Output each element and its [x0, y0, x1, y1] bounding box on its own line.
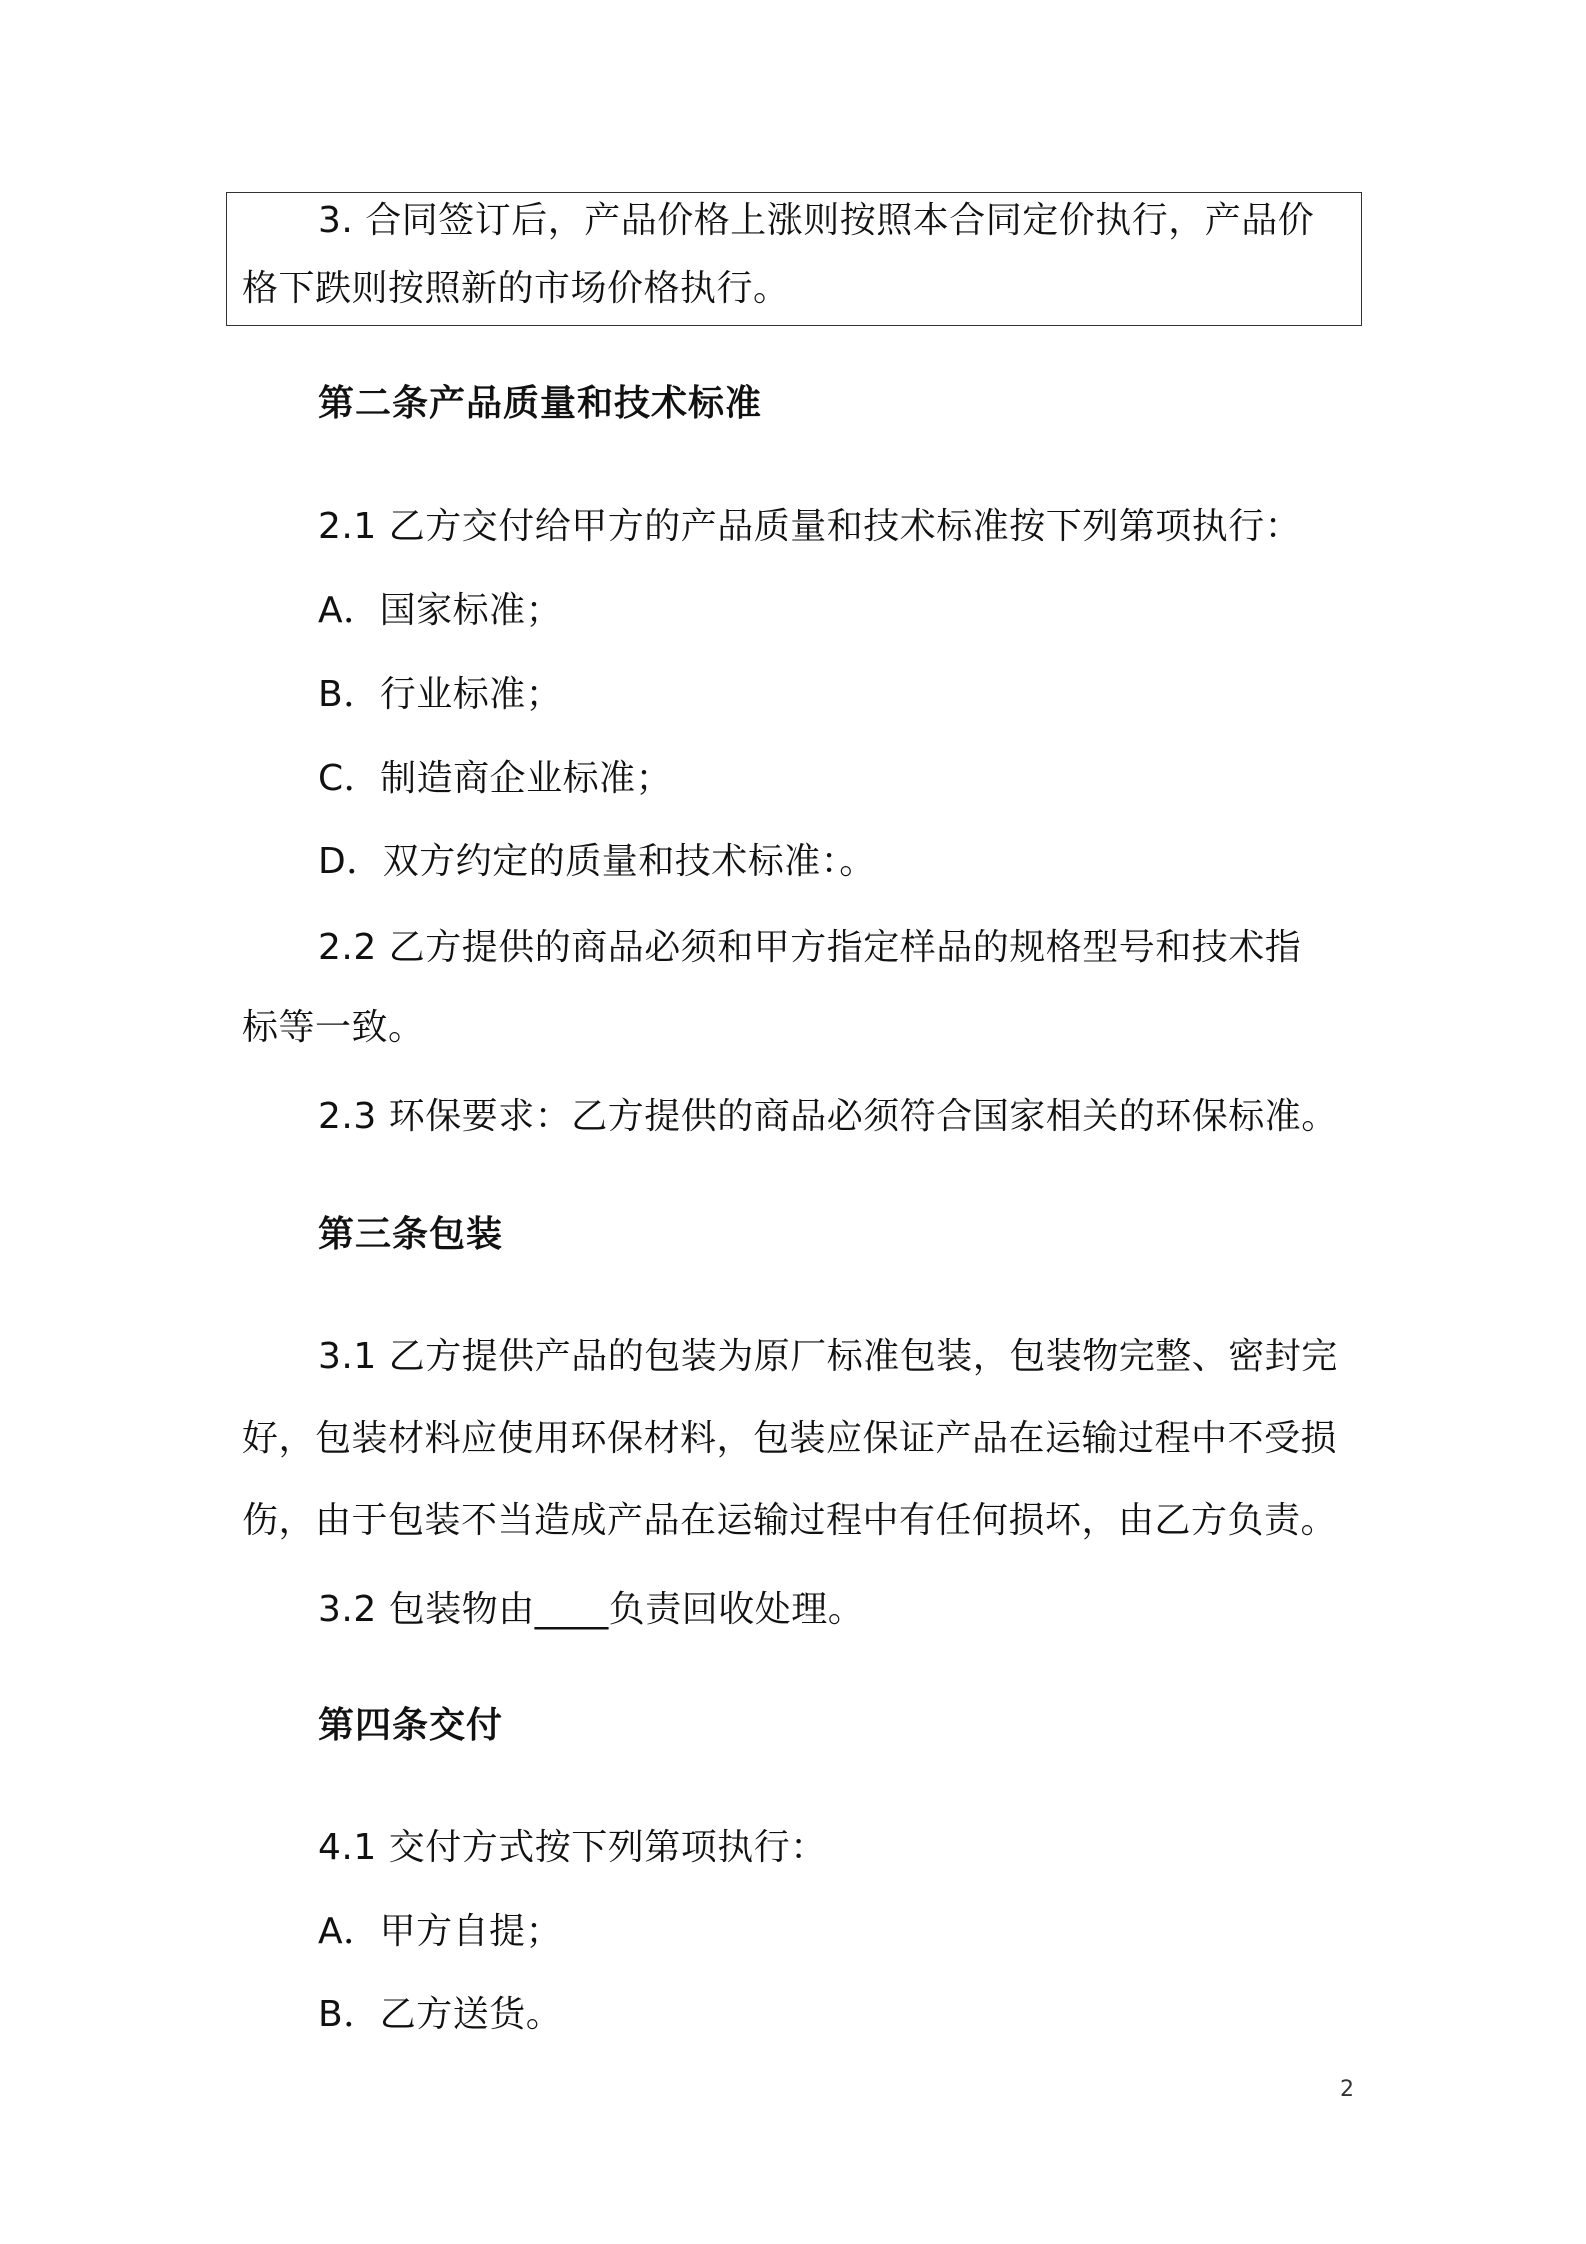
clause-3-line-2: 格下跌则按照新的市场价格执行。: [242, 268, 790, 309]
item-2-2-line-1: 2.2 乙方提供的商品必须和甲方指定样品的规格型号和技术指: [318, 927, 1302, 968]
item-3-1-line-3: 伤，由于包装不当造成产品在运输过程中有任何损坏，由乙方负责。: [242, 1500, 1338, 1541]
item-3-2: 3.2 包装物由____负责回收处理。: [318, 1589, 865, 1630]
option-4-b: B．乙方送货。: [318, 1994, 563, 2035]
item-3-1-line-2: 好，包装材料应使用环保材料，包装应保证产品在运输过程中不受损: [242, 1418, 1338, 1459]
article-3-heading: 第三条包装: [318, 1214, 504, 1255]
item-3-1-line-1: 3.1 乙方提供产品的包装为原厂标准包装，包装物完整、密封完: [318, 1336, 1338, 1377]
option-2-a: A．国家标准；: [318, 590, 563, 631]
item-2-1: 2.1 乙方交付给甲方的产品质量和技术标准按下列第项执行：: [318, 506, 1302, 547]
article-2-heading: 第二条产品质量和技术标准: [318, 383, 763, 424]
option-2-d: D．双方约定的质量和技术标准：。: [318, 841, 876, 882]
option-4-a: A．甲方自提；: [318, 1911, 563, 1952]
item-2-2-line-2: 标等一致。: [242, 1007, 425, 1048]
item-2-3: 2.3 环保要求：乙方提供的商品必须符合国家相关的环保标准。: [318, 1096, 1338, 1137]
article-4-heading: 第四条交付: [318, 1705, 504, 1746]
item-4-1: 4.1 交付方式按下列第项执行：: [318, 1827, 827, 1868]
option-2-c: C．制造商企业标准；: [318, 758, 673, 799]
page-number: 2: [1340, 2077, 1354, 2102]
clause-3-line-1: 3. 合同签订后，产品价格上涨则按照本合同定价执行，产品价: [318, 200, 1315, 241]
option-2-b: B．行业标准；: [318, 674, 563, 715]
